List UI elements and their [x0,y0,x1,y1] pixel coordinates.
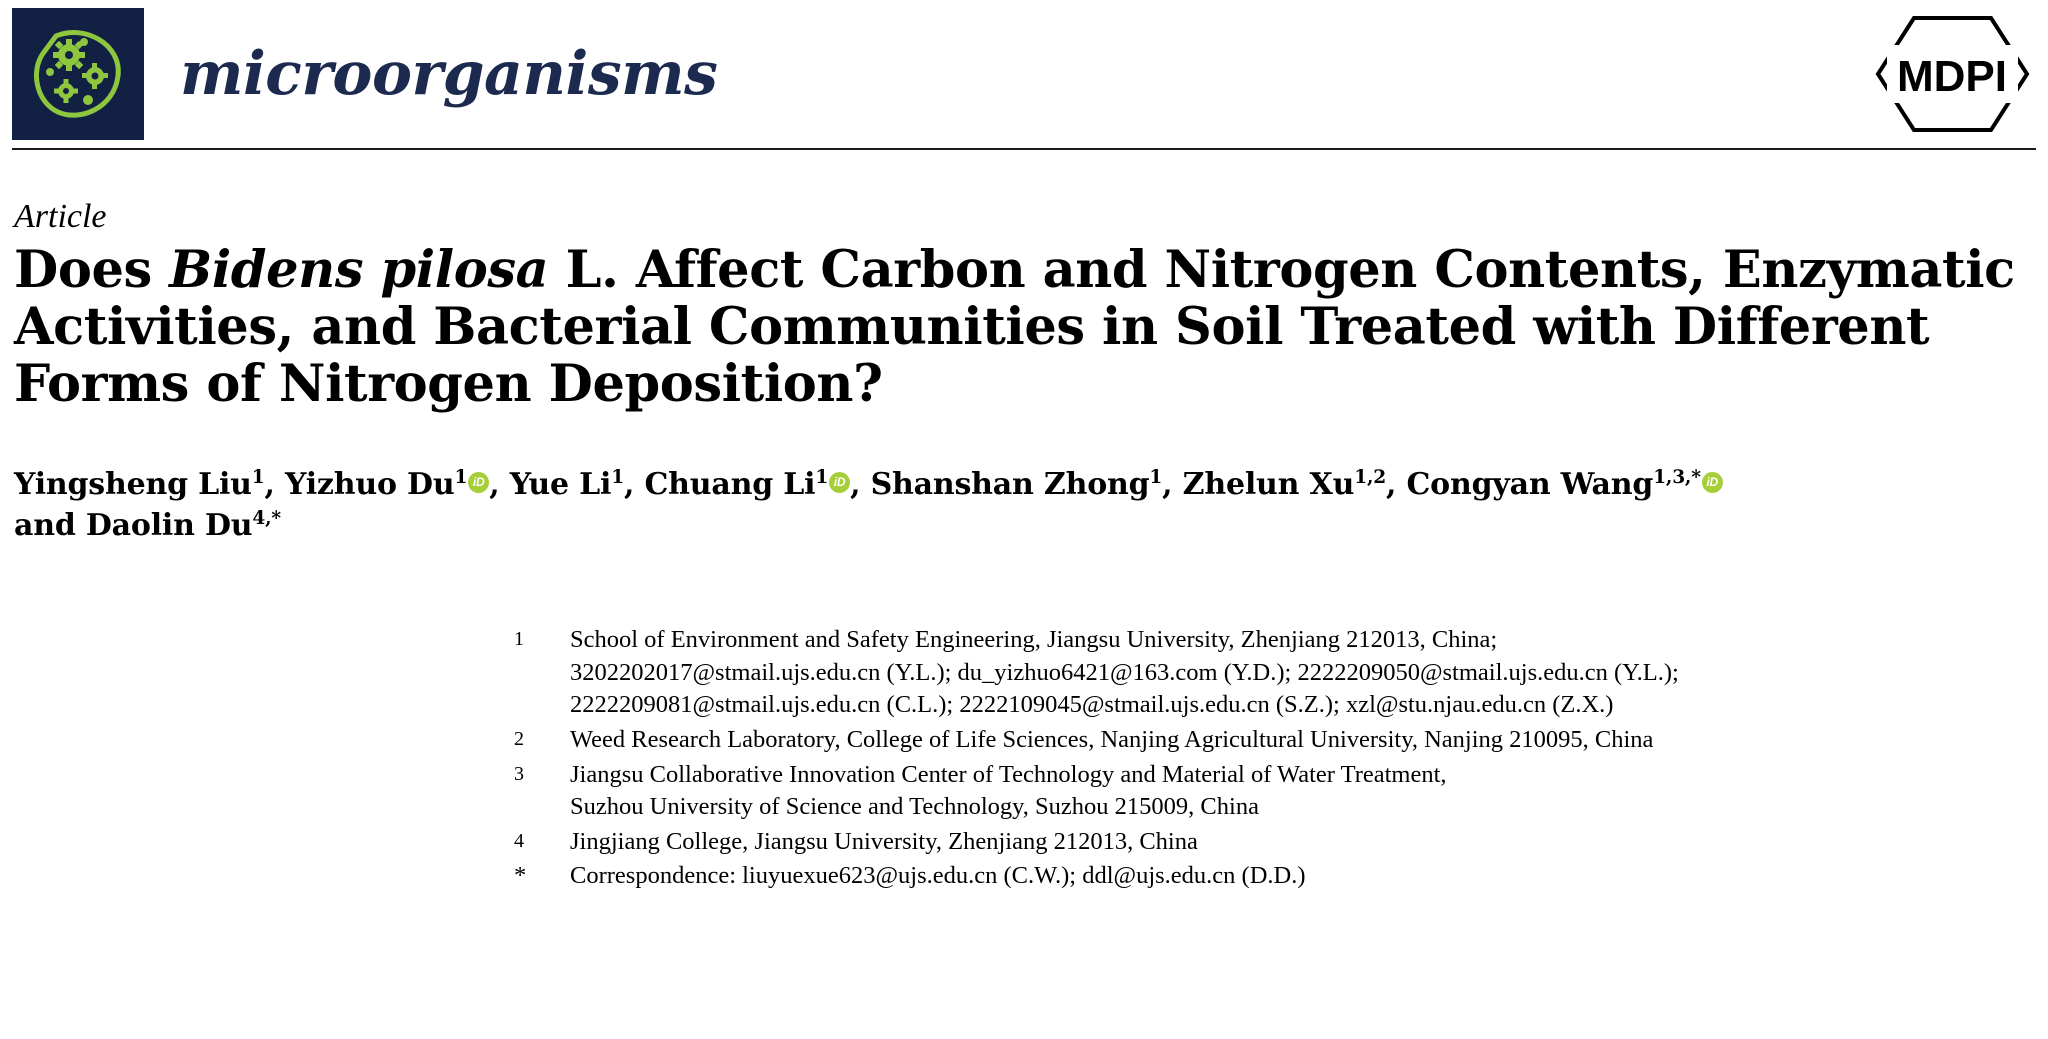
journal-masthead [10,0,2038,148]
author-entry [14,467,265,502]
affiliation-line: 2222209081@stmail.ujs.edu.cn (C.L.); 2222109045@stmail.ujs.edu.cn (S.Z.); xzl@stu.njau.edu.cn (Z.X.) [570,691,1614,719]
author-entry [1406,467,1722,502]
author-affiliation-marker: 1 [815,467,829,489]
affiliation-item [514,624,2034,722]
orcid-icon[interactable]: iD [468,472,489,493]
affiliation-line: Jingjiang College, Jiangsu University, Zhenjiang 212013, China [570,827,1198,855]
author-name: Yizhuo Du [285,467,455,503]
author-affiliation-marker: 1 [611,467,624,489]
author-separator: , [850,467,871,503]
affiliation-text [570,826,2034,859]
author-entry [285,467,489,502]
author-affiliation-marker: 1,2 [1354,467,1386,489]
author-entry [644,467,850,502]
author-affiliation-marker: 4,* [252,507,281,529]
author-name: Zhelun Xu [1182,467,1355,503]
author-name: Congyan Wang [1406,467,1654,503]
microbe-logo-icon [12,8,144,140]
affiliation-line: 3202202017@stmail.ujs.edu.cn (Y.L.); du_yizhuo6421@163.com (Y.D.); 2222209050@stmail.ujs.edu.cn (Y.L.); [570,658,1679,686]
affiliation-list [514,624,2034,893]
affiliation-marker: 3 [514,762,524,785]
affiliation-item [514,759,2034,824]
correspondence-text [570,860,2034,893]
author-entry [1183,467,1386,502]
affiliation-item [514,826,2034,859]
article-type-label: Article [14,198,107,235]
author-name: Yingsheng Liu [14,467,252,503]
affiliation-marker: 4 [514,829,524,852]
title-species-name: Bidens pilosa [169,240,549,300]
mdpi-logo-icon [1875,15,2030,133]
author-name: Chuang Li [644,467,816,503]
orcid-icon[interactable]: iD [829,472,850,493]
author-affiliation-marker: 1 [454,467,468,489]
correspondence-item [514,860,2034,893]
author-separator: , [264,467,286,503]
author-name: and Daolin Du [14,507,253,543]
page-title [14,242,2034,413]
affiliation-text [570,624,2034,722]
author-name: Shanshan Zhong [870,467,1150,503]
affiliation-line: School of Environment and Safety Engineering, Jiangsu University, Zhenjiang 212013, China; [570,626,1498,654]
affiliation-text [570,724,2034,757]
author-list [14,465,2034,546]
orcid-icon[interactable]: iD [1702,472,1723,493]
journal-brand [12,8,717,140]
author-entry [14,508,281,543]
author-separator: , [1162,467,1183,503]
author-separator: , [623,467,645,503]
header-divider [12,148,2036,150]
author-separator: , [489,467,510,503]
author-affiliation-marker: 1 [251,467,265,489]
title-part-1: Does [14,240,170,300]
correspondence-marker: * [514,862,527,890]
author-affiliation-marker: 1,3,* [1653,467,1701,489]
affiliation-item [514,724,2034,757]
author-entry [510,467,624,502]
author-affiliation-marker: 1 [1149,467,1163,489]
correspondence-line: Correspondence: liuyuexue623@ujs.edu.cn (C.W.); ddl@ujs.edu.cn (D.D.) [570,862,1306,890]
journal-name: microorganisms [180,39,718,109]
title-part-2: L. Affect Carbon and Nitrogen Contents, Enzymatic Activities, and Bacterial Communities in Soil Treated with Different Forms of Nitrogen Deposition? [14,240,2015,415]
affiliation-line: Jiangsu Collaborative Innovation Center of Technology and Material of Water Treatment, [570,760,1447,788]
author-entry [871,467,1163,502]
author-name: Yue Li [509,467,612,503]
svg-text:MDPI: MDPI [1897,52,2007,101]
affiliation-text [570,759,2034,824]
affiliation-marker: 1 [514,628,524,651]
affiliation-line: Suzhou University of Science and Technology, Suzhou 215009, China [570,793,1259,821]
affiliation-line: Weed Research Laboratory, College of Life Sciences, Nanjing Agricultural University, Nanjing 210095, China [570,726,1654,754]
affiliation-marker: 2 [514,728,524,751]
author-separator: , [1385,467,1407,503]
